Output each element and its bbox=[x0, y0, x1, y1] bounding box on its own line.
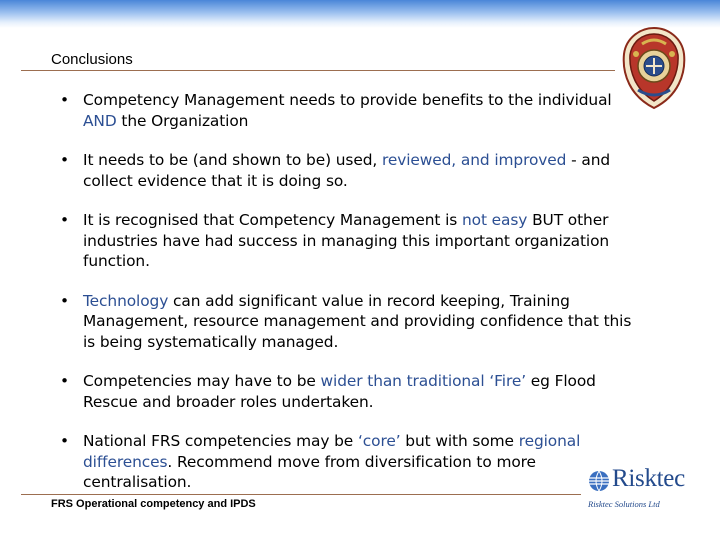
bullet-highlight-text: AND bbox=[83, 111, 117, 130]
bullet-item bbox=[56, 371, 636, 412]
bullet-highlight-text: regional differences bbox=[83, 432, 581, 471]
logo-wordmark: Risktec bbox=[612, 465, 685, 492]
bullet-text: eg Flood Rescue and broader roles undertaken. bbox=[83, 372, 596, 411]
bullet-highlight-text: reviewed, and improved bbox=[381, 151, 567, 169]
bullet-text: . Recommend move from diversification to more centralisation. bbox=[83, 452, 536, 491]
bullet-item bbox=[56, 150, 636, 191]
title-divider bbox=[21, 70, 615, 71]
bullet-item bbox=[56, 90, 636, 131]
bullet-item bbox=[56, 291, 636, 353]
bullet-text: It is recognised that Competency Management is bbox=[83, 211, 462, 229]
header-gradient-bar bbox=[0, 0, 720, 28]
bullet-text: Competencies may have to be bbox=[83, 372, 321, 390]
bullet-text: but with some bbox=[400, 432, 519, 450]
bullet-text: - and collect evidence that it is doing so. bbox=[83, 151, 611, 190]
bullet-item bbox=[56, 210, 636, 272]
footer-text: FRS Operational competency and IPDS bbox=[51, 498, 256, 510]
logo-tagline: Risktec Solutions Ltd bbox=[588, 499, 660, 509]
bullet-item bbox=[56, 431, 636, 493]
bullet-highlight-text: wider than traditional ‘Fire’ bbox=[320, 372, 526, 390]
bullet-highlight-text: not easy bbox=[461, 211, 528, 229]
slide-title: Conclusions bbox=[51, 51, 133, 68]
bullet-text: It needs to be (and shown to be) used, bbox=[83, 151, 382, 169]
bullet-text: National FRS competencies may be bbox=[83, 432, 358, 450]
bullet-text: Competency Management needs to provide benefits to the individual bbox=[83, 91, 612, 109]
risktec-logo bbox=[588, 465, 698, 515]
bullet-text: can add significant value in record keeping, Training Management, resource management and providing confidence that this is being systematically managed. bbox=[83, 291, 632, 351]
bullet-text: BUT other industries have had success in managing this important organization function. bbox=[83, 211, 610, 270]
bullet-highlight-text: Technology bbox=[83, 291, 169, 310]
conclusions-list bbox=[56, 90, 636, 512]
bullet-highlight-text: ‘core’ bbox=[357, 432, 401, 450]
bullet-text: the Organization bbox=[116, 111, 249, 130]
footer-divider bbox=[21, 494, 581, 495]
risktec-globe-icon bbox=[588, 470, 610, 492]
